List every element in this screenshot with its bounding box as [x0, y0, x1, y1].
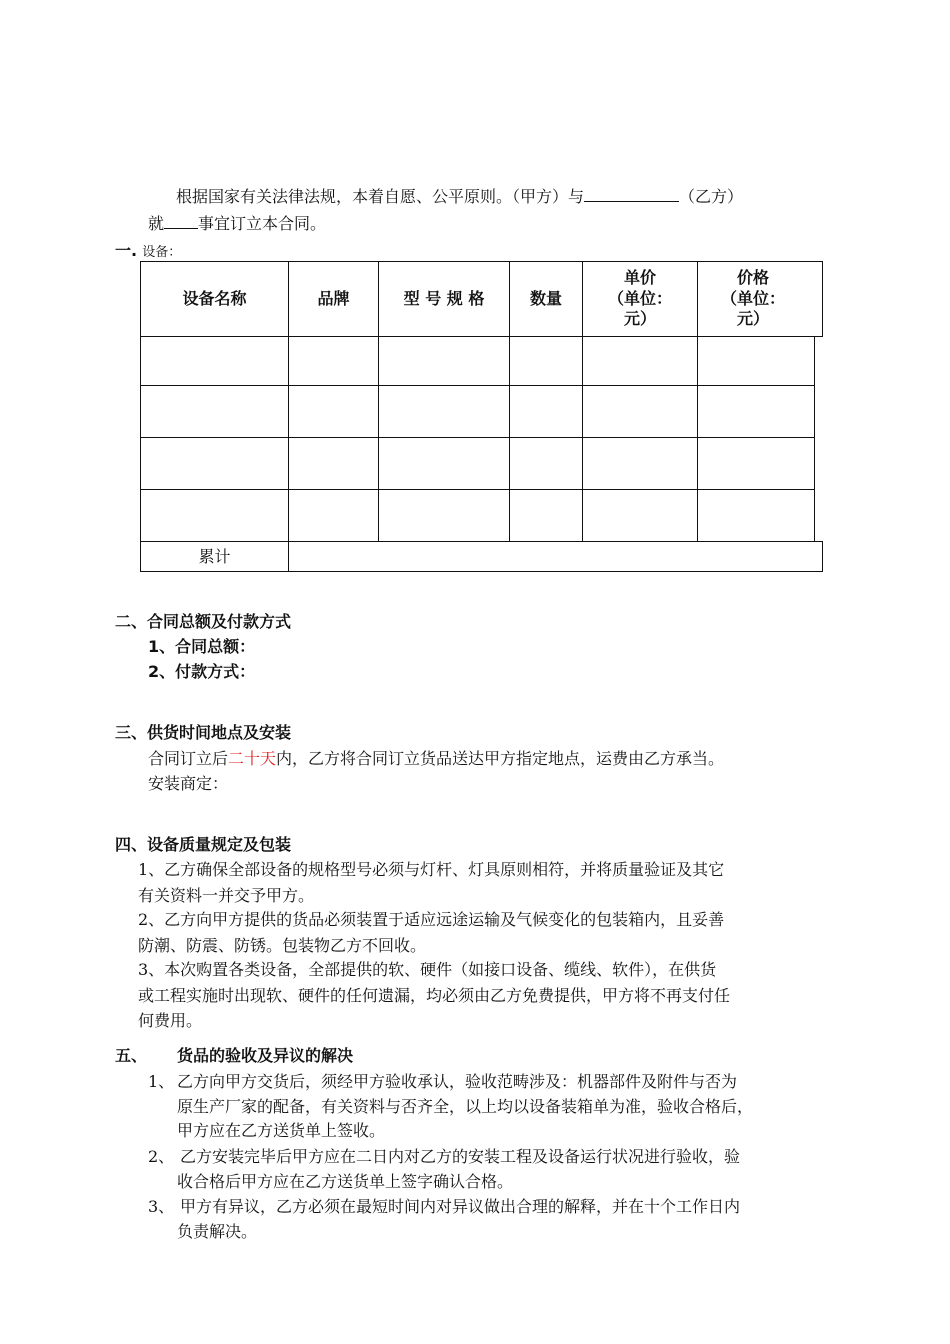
total-label: 累计 [198, 546, 231, 566]
table-row [141, 386, 814, 437]
delivery-days: 二十天 [228, 749, 277, 768]
header-unit-price: 单价 （单位： 元） [607, 267, 672, 329]
acceptance-item-1-line: 原生产厂家的配备，有关资料与否齐全，以上均以设备装箱单为准，验收合格后， [177, 1097, 754, 1116]
intro-line-2 [148, 214, 326, 233]
section-4-title: 四、设备质量规定及包装 [115, 835, 292, 854]
section-3-paragraph-1 [148, 749, 724, 768]
acceptance-item-1-line: 乙方向甲方交货后，须经甲方验收承认，验收范畴涉及：机器部件及附件与否为 [177, 1072, 738, 1091]
intro-line-1 [176, 187, 743, 206]
section-4-line: 2、乙方向甲方提供的货品必须装置于适应远途运输及气候变化的包装箱内，且妥善 [138, 910, 725, 929]
section-5-number: 五、 [115, 1046, 148, 1065]
section-1-heading [115, 241, 181, 261]
table-row [141, 337, 814, 385]
section-4-line: 3、本次购置各类设备，全部提供的软、硬件（如接口设备、缆线、软件），在供货 [138, 960, 717, 979]
contract-total-label: 1、合同总额： [148, 637, 256, 656]
section-4-line: 有关资料一并交予甲方。 [138, 886, 315, 905]
acceptance-item-3-line: 负责解决。 [177, 1222, 258, 1241]
section-4-line: 何费用。 [138, 1011, 203, 1030]
section-3-title: 三、供货时间地点及安装 [115, 723, 292, 742]
intro-party-b: （乙方） [679, 187, 744, 206]
section-2-title: 二、合同总额及付款方式 [115, 612, 292, 631]
acceptance-item-2-number: 2、 [148, 1147, 175, 1166]
installation-text: 安装商定： [148, 774, 229, 793]
party-b-blank [584, 187, 679, 202]
table-row [141, 438, 814, 489]
intro-tail: 事宜订立本合同。 [198, 214, 327, 233]
section-5-title: 货品的验收及异议的解决 [177, 1046, 354, 1065]
section-4-line: 1、乙方确保全部设备的规格型号必须与灯杆、灯具原则相符，并将质量验证及其它 [138, 860, 725, 879]
intro-text: 根据国家有关法律法规，本着自愿、公平原则。（甲方）与 [176, 187, 585, 206]
table-row [141, 490, 814, 541]
delivery-text-after: 内，乙方将合同订立货品送达甲方指定地点，运费由乙方承当。 [276, 749, 725, 768]
acceptance-item-2-line: 收合格后甲方应在乙方送货单上签字确认合格。 [177, 1172, 514, 1191]
section-4-line: 或工程实施时出现软、硬件的任何遗漏，均必须由乙方免费提供，甲方将不再支付任 [138, 986, 731, 1005]
payment-method-label: 2、付款方式： [148, 662, 256, 681]
acceptance-item-3-number: 3、 [148, 1197, 175, 1216]
header-model-spec: 型 号 规 格 [403, 288, 485, 308]
section-1-title: 设备： [142, 245, 182, 260]
acceptance-item-2-line: 乙方安装完毕后甲方应在二日内对乙方的安装工程及设备运行状况进行验收，验 [180, 1147, 741, 1166]
header-quantity: 数量 [529, 288, 562, 308]
acceptance-item-3-line: 甲方有异议，乙方必须在最短时间内对异议做出合理的解释，并在十个工作日内 [180, 1197, 741, 1216]
section-1-number: 一. [115, 241, 138, 260]
header-price: 价格 （单位： 元） [720, 267, 785, 329]
matter-blank [164, 214, 198, 229]
intro-head: 就 [148, 214, 165, 233]
header-brand: 品牌 [317, 288, 350, 308]
total-value [289, 542, 822, 571]
header-equipment-name: 设备名称 [182, 288, 247, 308]
acceptance-item-1-line: 甲方应在乙方送货单上签收。 [177, 1121, 386, 1140]
delivery-text-before: 合同订立后 [148, 749, 229, 768]
acceptance-item-1-number: 1、 [148, 1072, 175, 1091]
section-4-line: 防潮、防震、防锈。包装物乙方不回收。 [138, 936, 427, 955]
